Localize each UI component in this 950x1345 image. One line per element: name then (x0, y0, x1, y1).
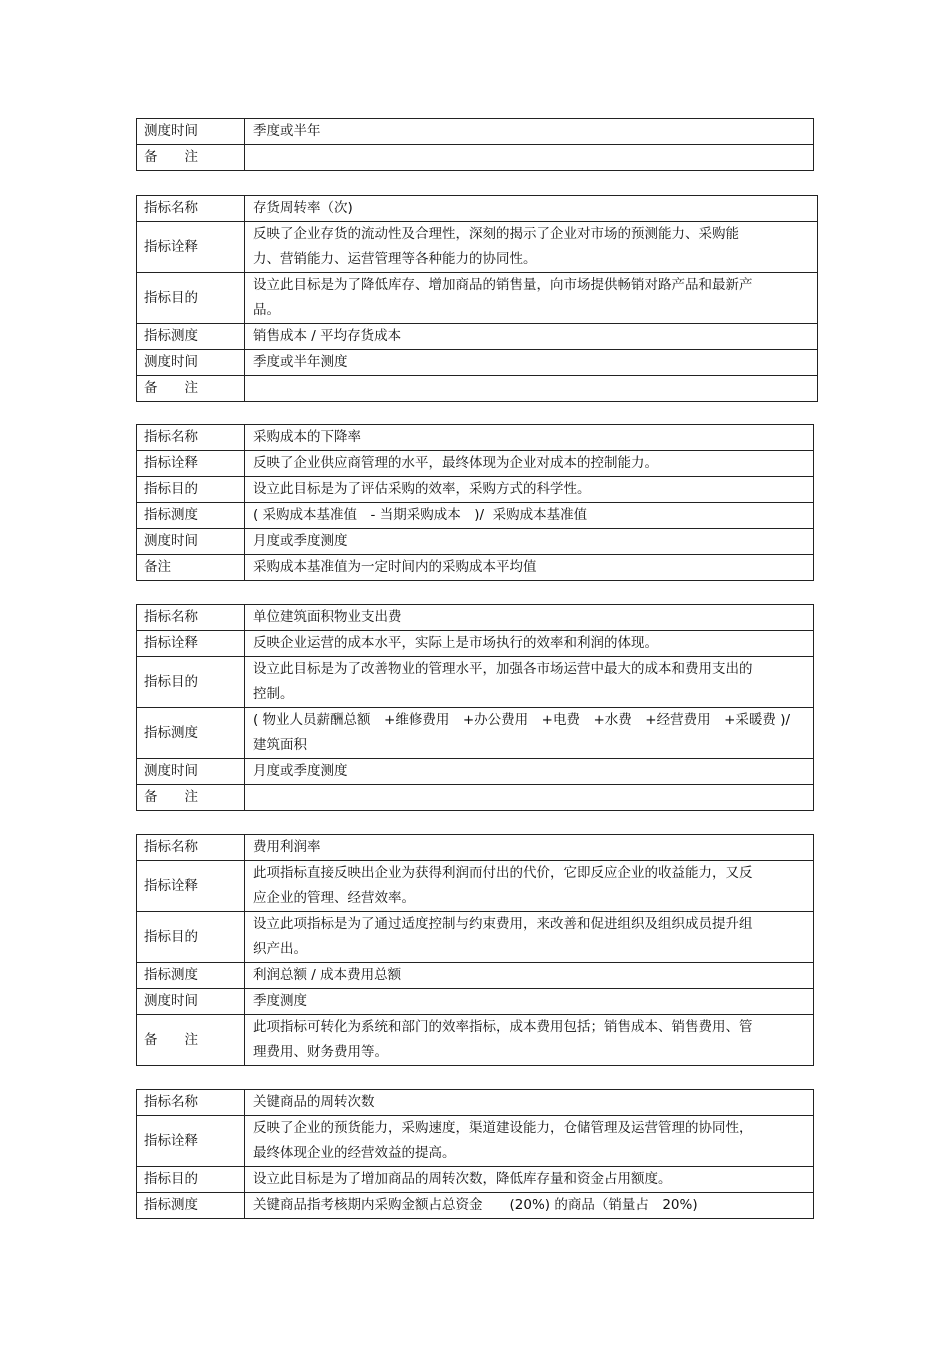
row-label: 指标目的 (137, 912, 245, 963)
row-value: 采购成本的下降率 (245, 425, 814, 451)
table-row (137, 912, 814, 963)
table-row (137, 555, 814, 581)
row-label: 指标诠释 (137, 222, 245, 273)
row-value: 反映了企业的预货能力，采购速度，渠道建设能力，仓储管理及运营管理的协同性，最终体现企业的经营效益的提高。 (245, 1116, 814, 1167)
table-row (137, 1193, 814, 1219)
row-value: 利润总额 / 成本费用总额 (245, 963, 814, 989)
row-label: 指标目的 (137, 1167, 245, 1193)
row-label: 备 注 (137, 1015, 245, 1066)
row-value: 存货周转率（次) (245, 196, 818, 222)
table-row (137, 861, 814, 912)
table-row (137, 145, 814, 171)
row-label: 指标测度 (137, 324, 245, 350)
table-row (137, 273, 818, 324)
row-label: 指标名称 (137, 196, 245, 222)
table-row (137, 350, 818, 376)
table-row (137, 503, 814, 529)
row-value: 费用利润率 (245, 835, 814, 861)
index-table-purchase-cost-decline (136, 424, 814, 581)
row-value (245, 145, 814, 171)
row-label: 指标名称 (137, 1090, 245, 1116)
row-value: 设立此目标是为了降低库存、增加商品的销售量，向市场提供畅销对路产品和最新产品。 (245, 273, 818, 324)
row-value: 设立此项指标是为了通过适度控制与约束费用，来改善和促进组织及组织成员提升组织产出。 (245, 912, 814, 963)
row-label: 测度时间 (137, 119, 245, 145)
row-label: 指标名称 (137, 605, 245, 631)
table-row (137, 1015, 814, 1066)
table-row (137, 477, 814, 503)
row-value: 设立此目标是为了增加商品的周转次数，降低库存量和资金占用额度。 (245, 1167, 814, 1193)
row-value: 反映了企业供应商管理的水平，最终体现为企业对成本的控制能力。 (245, 451, 814, 477)
index-table-key-goods-turnover (136, 1089, 814, 1219)
row-value: 反映了企业存货的流动性及合理性，深刻的揭示了企业对市场的预测能力、采购能力、营销能力、运营管理等各种能力的协同性。 (245, 222, 818, 273)
row-label: 指标诠释 (137, 1116, 245, 1167)
row-label: 指标测度 (137, 963, 245, 989)
table-row (137, 529, 814, 555)
row-value: 关键商品指考核期内采购金额占总资金 (20%) 的商品（销量占 20%) (245, 1193, 814, 1219)
row-value: 设立此目标是为了改善物业的管理水平，加强各市场运营中最大的成本和费用支出的控制。 (245, 657, 814, 708)
index-table-property-expense (136, 604, 814, 811)
index-table-expense-profit-rate (136, 834, 814, 1066)
table-row (137, 657, 814, 708)
row-value: ( 物业人员薪酬总额 +维修费用 +办公费用 +电费 +水费 +经营费用 +采暖费 )/ 建筑面积 (245, 708, 814, 759)
table-row (137, 1090, 814, 1116)
index-table-1 (136, 118, 814, 171)
row-value: 季度或半年测度 (245, 350, 818, 376)
table-row (137, 119, 814, 145)
table-row (137, 631, 814, 657)
table-row (137, 1116, 814, 1167)
row-label: 指标测度 (137, 1193, 245, 1219)
row-label: 备 注 (137, 785, 245, 811)
row-value: 设立此目标是为了评估采购的效率，采购方式的科学性。 (245, 477, 814, 503)
table-row (137, 324, 818, 350)
row-label: 指标目的 (137, 657, 245, 708)
row-value (245, 376, 818, 402)
row-label: 指标目的 (137, 477, 245, 503)
table-row (137, 785, 814, 811)
table-row (137, 759, 814, 785)
row-value: 此项指标直接反映出企业为获得利润而付出的代价，它即反应企业的收益能力，又反应企业的管理、经营效率。 (245, 861, 814, 912)
row-value: 季度测度 (245, 989, 814, 1015)
row-value: 销售成本 / 平均存货成本 (245, 324, 818, 350)
row-label: 测度时间 (137, 759, 245, 785)
row-label: 指标诠释 (137, 861, 245, 912)
row-label: 备 注 (137, 145, 245, 171)
row-label: 备 注 (137, 376, 245, 402)
row-value: ( 采购成本基准值 - 当期采购成本 )/ 采购成本基准值 (245, 503, 814, 529)
table-row (137, 222, 818, 273)
row-label: 测度时间 (137, 350, 245, 376)
row-value: 月度或季度测度 (245, 759, 814, 785)
table-row (137, 1167, 814, 1193)
row-label: 指标名称 (137, 425, 245, 451)
row-value: 月度或季度测度 (245, 529, 814, 555)
row-value: 反映企业运营的成本水平，实际上是市场执行的效率和利润的体现。 (245, 631, 814, 657)
table-row (137, 605, 814, 631)
row-value: 此项指标可转化为系统和部门的效率指标，成本费用包括；销售成本、销售费用、管理费用、财务费用等。 (245, 1015, 814, 1066)
table-row (137, 835, 814, 861)
table-row (137, 196, 818, 222)
row-value (245, 785, 814, 811)
row-label: 指标目的 (137, 273, 245, 324)
row-value: 季度或半年 (245, 119, 814, 145)
row-label: 指标诠释 (137, 451, 245, 477)
table-row (137, 989, 814, 1015)
row-value: 采购成本基准值为一定时间内的采购成本平均值 (245, 555, 814, 581)
row-label: 指标诠释 (137, 631, 245, 657)
index-table-inventory-turnover (136, 195, 818, 402)
row-value: 单位建筑面积物业支出费 (245, 605, 814, 631)
row-label: 指标测度 (137, 503, 245, 529)
row-label: 指标测度 (137, 708, 245, 759)
table-row (137, 708, 814, 759)
row-value: 关键商品的周转次数 (245, 1090, 814, 1116)
row-label: 指标名称 (137, 835, 245, 861)
row-label: 测度时间 (137, 989, 245, 1015)
table-row (137, 963, 814, 989)
table-row (137, 425, 814, 451)
row-label: 测度时间 (137, 529, 245, 555)
row-label: 备注 (137, 555, 245, 581)
table-row (137, 451, 814, 477)
table-row (137, 376, 818, 402)
